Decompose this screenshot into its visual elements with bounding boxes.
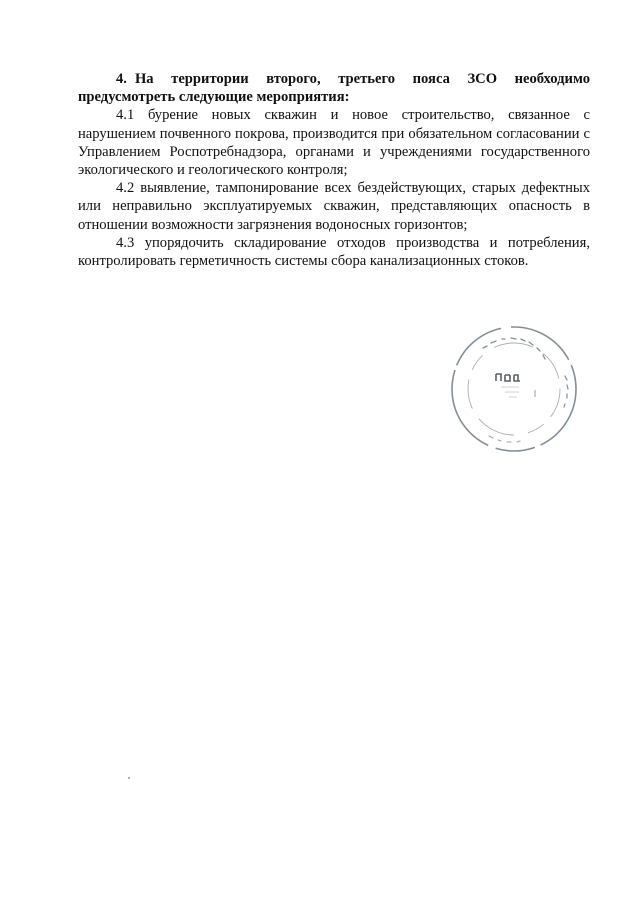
- item-number: 4.1: [116, 107, 135, 124]
- stamp-outer-ring: [452, 327, 576, 451]
- item-number: 4.2: [116, 180, 135, 197]
- item-text: бурение новых скважин и новое строительство, связанное с нарушением почвенного покрова, производится при обязательном согласовании с Управлением Роспотребнадзора, органами и учреждениями государственного экологического и геологического контроля;: [78, 107, 590, 179]
- stamp-ring-lettering: [489, 436, 520, 442]
- list-item: [78, 234, 590, 270]
- section-heading: [78, 70, 590, 106]
- stamp-faint-text: [501, 387, 519, 397]
- list-item: [78, 179, 590, 234]
- list-item: [78, 106, 590, 179]
- scan-artifact: [128, 777, 130, 779]
- stamp-inner-ring: [468, 343, 560, 435]
- section-number: 4.: [116, 71, 127, 87]
- item-text: упорядочить складирование отходов производства и потребления, контролировать герметичность системы сбора канализационных стоков.: [78, 234, 590, 270]
- stamp-ring-lettering: [483, 338, 545, 359]
- stamp-center-mark: [496, 374, 520, 381]
- section-title: На территории второго, третьего пояса ЗСО необходимо предусмотреть следующие мероприятия:: [78, 71, 590, 106]
- document-body: [78, 70, 590, 270]
- stamp-ring-lettering: [564, 376, 568, 407]
- official-stamp: [449, 324, 579, 454]
- item-text: выявление, тампонирование всех бездействующих, старых дефектных или неправильно эксплуатируемых скважин, представляющих опасность в отношении возможности загрязнения водоносных горизонтов;: [78, 180, 590, 233]
- item-number: 4.3: [116, 234, 135, 251]
